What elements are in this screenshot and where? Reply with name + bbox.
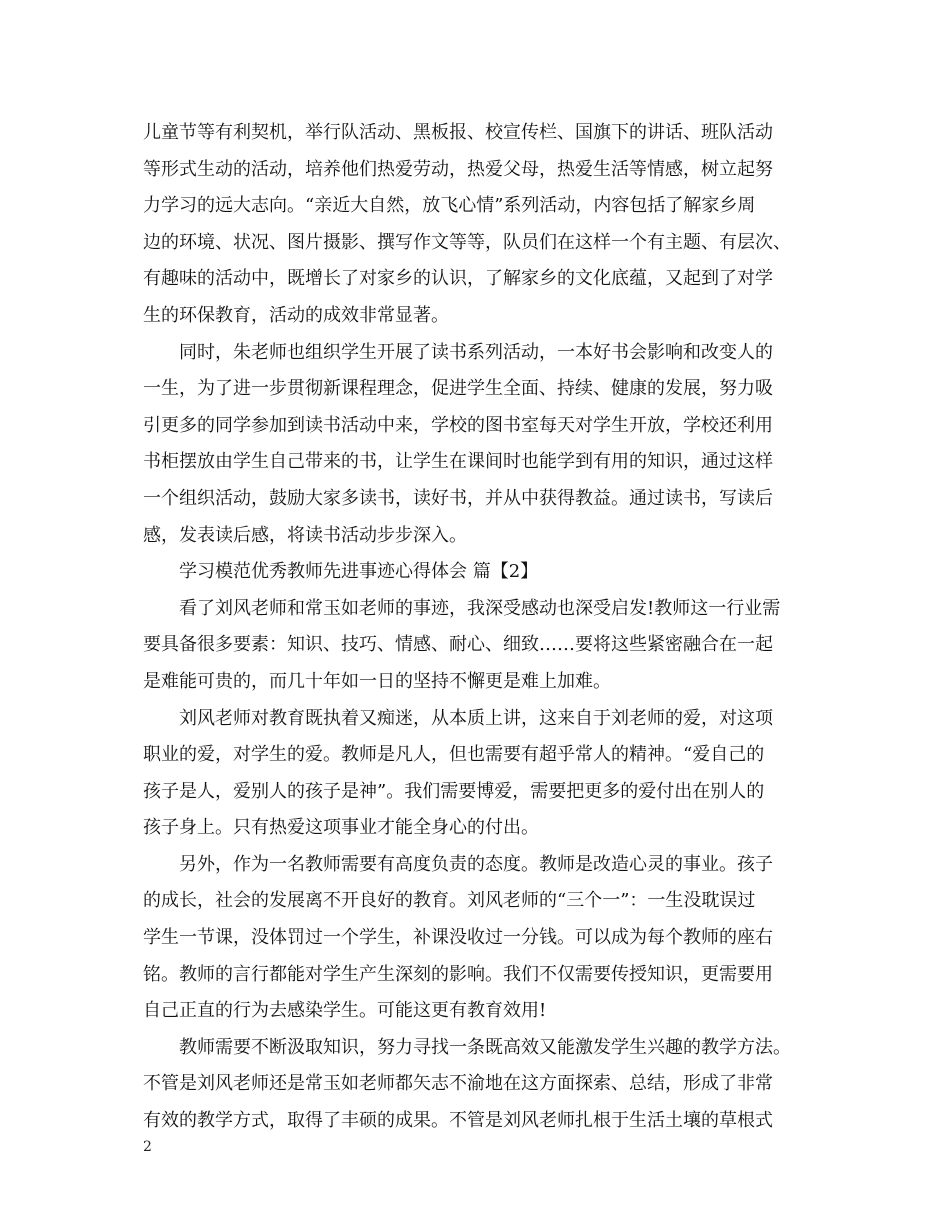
text-line: 有趣味的活动中，既增长了对家乡的认识，了解家乡的文化底蕴，又起到了对学	[143, 268, 773, 290]
paragraph-first-line: 另外，作为一名教师需要有高度负责的态度。教师是改造心灵的事业。孩子	[179, 853, 773, 875]
page-body	[143, 115, 808, 1140]
text-line: 不管是刘风老师还是常玉如老师都矢志不渝地在这方面探索、总结，形成了非常	[143, 1073, 773, 1095]
text-line: 等形式生动的活动，培养他们热爱劳动，热爱父母，热爱生活等情感，树立起努	[143, 158, 773, 180]
text-line: 要具备很多要素：知识、技巧、情感、耐心、细致……要将这些紧密融合在一起	[143, 634, 773, 656]
page-number: 2	[143, 1139, 152, 1155]
text-line: 一个组织活动，鼓励大家多读书，读好书，并从中获得教益。通过读书，写读后	[143, 487, 773, 509]
text-line: 书柜摆放由学生自己带来的书，让学生在课间时也能学到有用的知识，通过这样	[143, 451, 773, 473]
paragraph-first-line: 看了刘风老师和常玉如老师的事迹，我深受感动也深受启发!教师这一行业需	[179, 597, 781, 619]
paragraph-first-line: 刘风老师对教育既执着又痴迷，从本质上讲，这来自于刘老师的爱，对这项	[179, 707, 773, 729]
text-line: 儿童节等有利契机，举行队活动、黑板报、校宣传栏、国旗下的讲话、班队活动	[143, 122, 773, 143]
text-line: 自己正直的行为去感染学生。可能这更有教育效用!	[143, 1000, 547, 1022]
text-line: 学生一节课，没体罚过一个学生，补课没收过一分钱。可以成为每个教师的座右	[143, 927, 773, 949]
text-line: 有效的教学方式，取得了丰硕的成果。不管是刘风老师扎根于生活土壤的草根式	[143, 1110, 773, 1132]
section-heading: 学习模范优秀教师先进事迹心得体会 篇【2】	[179, 561, 539, 583]
text-line: 力学习的远大志向。“亲近大自然，放飞心情”系列活动，内容包括了解家乡周	[143, 195, 756, 217]
text-line: 铭。教师的言行都能对学生产生深刻的影响。我们不仅需要传授知识，更需要用	[143, 963, 773, 985]
text-line: 感，发表读后感，将读书活动步步深入。	[143, 524, 467, 546]
text-line: 孩子是人，爱别人的孩子是神”。我们需要博爱，需要把更多的爱付出在别人的	[143, 780, 765, 802]
text-line: 引更多的同学参加到读书活动中来，学校的图书室每天对学生开放，学校还利用	[143, 414, 773, 436]
text-line: 一生，为了进一步贯彻新课程理念，促进学生全面、持续、健康的发展，努力吸	[143, 378, 773, 400]
text-line: 孩子身上。只有热爱这项事业才能全身心的付出。	[143, 817, 539, 839]
text-line: 是难能可贵的，而几十年如一日的坚持不懈更是难上加难。	[143, 670, 611, 692]
text-line: 生的环保教育，活动的成效非常显著。	[143, 304, 449, 326]
text-line: 的成长，社会的发展离不开良好的教育。刘风老师的“三个一”：一生没耽误过	[143, 890, 756, 912]
text-line: 职业的爱，对学生的爱。教师是凡人，但也需要有超乎常人的精神。“爱自己的	[143, 744, 765, 766]
text-line: 边的环境、状况、图片摄影、撰写作文等等，队员们在这样一个有主题、有层次、	[143, 231, 791, 253]
paragraph-first-line: 同时，朱老师也组织学生开展了读书系列活动，一本好书会影响和改变人的	[179, 341, 773, 363]
paragraph-first-line: 教师需要不断汲取知识，努力寻找一条既高效又能激发学生兴趣的教学方法。	[179, 1036, 791, 1058]
